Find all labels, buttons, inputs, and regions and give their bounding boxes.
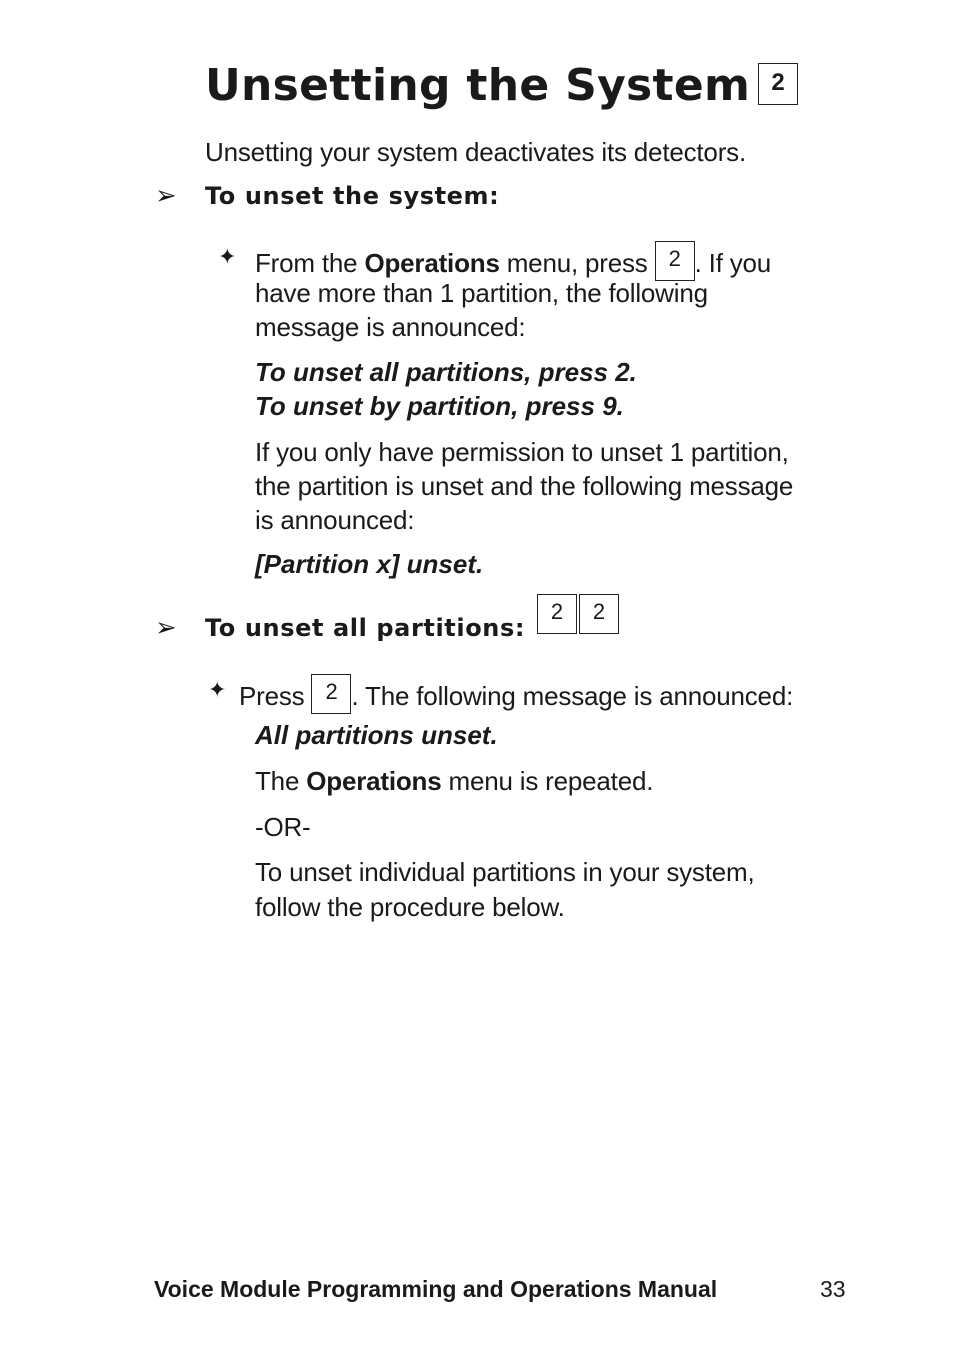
note-line-3: is announced: [255,505,415,535]
arrow-icon: ➢ [155,613,177,643]
step-text-mid: menu, press [499,248,655,278]
alternative-line-1: To unset individual partitions in your system, [255,857,755,887]
key-2-icon: 2 [758,63,798,105]
page-number: 33 [820,1276,846,1302]
repeat-prefix: The [255,766,307,796]
section-heading-text: To unset all partitions: [205,614,526,642]
note-line-2: the partition is unset and the following message [255,471,794,501]
step-text-prefix: From the [255,248,365,278]
operations-menu-name: Operations [306,766,442,796]
section-heading-unset-all [205,611,525,645]
announced-message-line-1: To unset all partitions, press 2. [255,357,637,387]
footer-manual-title: Voice Module Programming and Operations Manual [154,1276,718,1302]
key-2-icon: 2 [537,594,577,634]
step-line-2: have more than 1 partition, the following [255,278,708,308]
bullet-star-icon: ✦ [208,678,227,703]
step-text-suffix: . If you [694,248,772,278]
arrow-icon: ➢ [155,181,177,211]
key-2-icon: 2 [655,241,695,281]
intro-text: Unsetting your system deactivates its detectors. [205,137,746,167]
announced-message-partition-unset: [Partition x] unset. [255,549,484,579]
repeat-suffix: menu is repeated. [441,766,654,796]
or-separator: -OR- [255,812,311,842]
key-2-icon: 2 [311,674,351,714]
press-suffix: . The following message is announced: [351,681,794,711]
announced-message-all-unset: All partitions unset. [255,720,498,750]
key-2-icon: 2 [579,594,619,634]
press-step-line [239,674,793,714]
step-operations-line [255,241,771,281]
page-title-text: Unsetting the System [205,60,751,111]
heading-keys [537,594,619,634]
operations-menu-name: Operations [364,248,500,278]
page-title [205,56,798,116]
press-label: Press [239,681,312,711]
step-line-3: message is announced: [255,312,526,342]
bullet-star-icon: ✦ [218,245,237,270]
announced-message-line-2: To unset by partition, press 9. [255,391,624,421]
alternative-line-2: follow the procedure below. [255,892,565,922]
note-line-1: If you only have permission to unset 1 partition, [255,437,789,467]
section-heading-unset-system: To unset the system: [205,182,500,210]
operations-repeated-line [255,764,653,798]
